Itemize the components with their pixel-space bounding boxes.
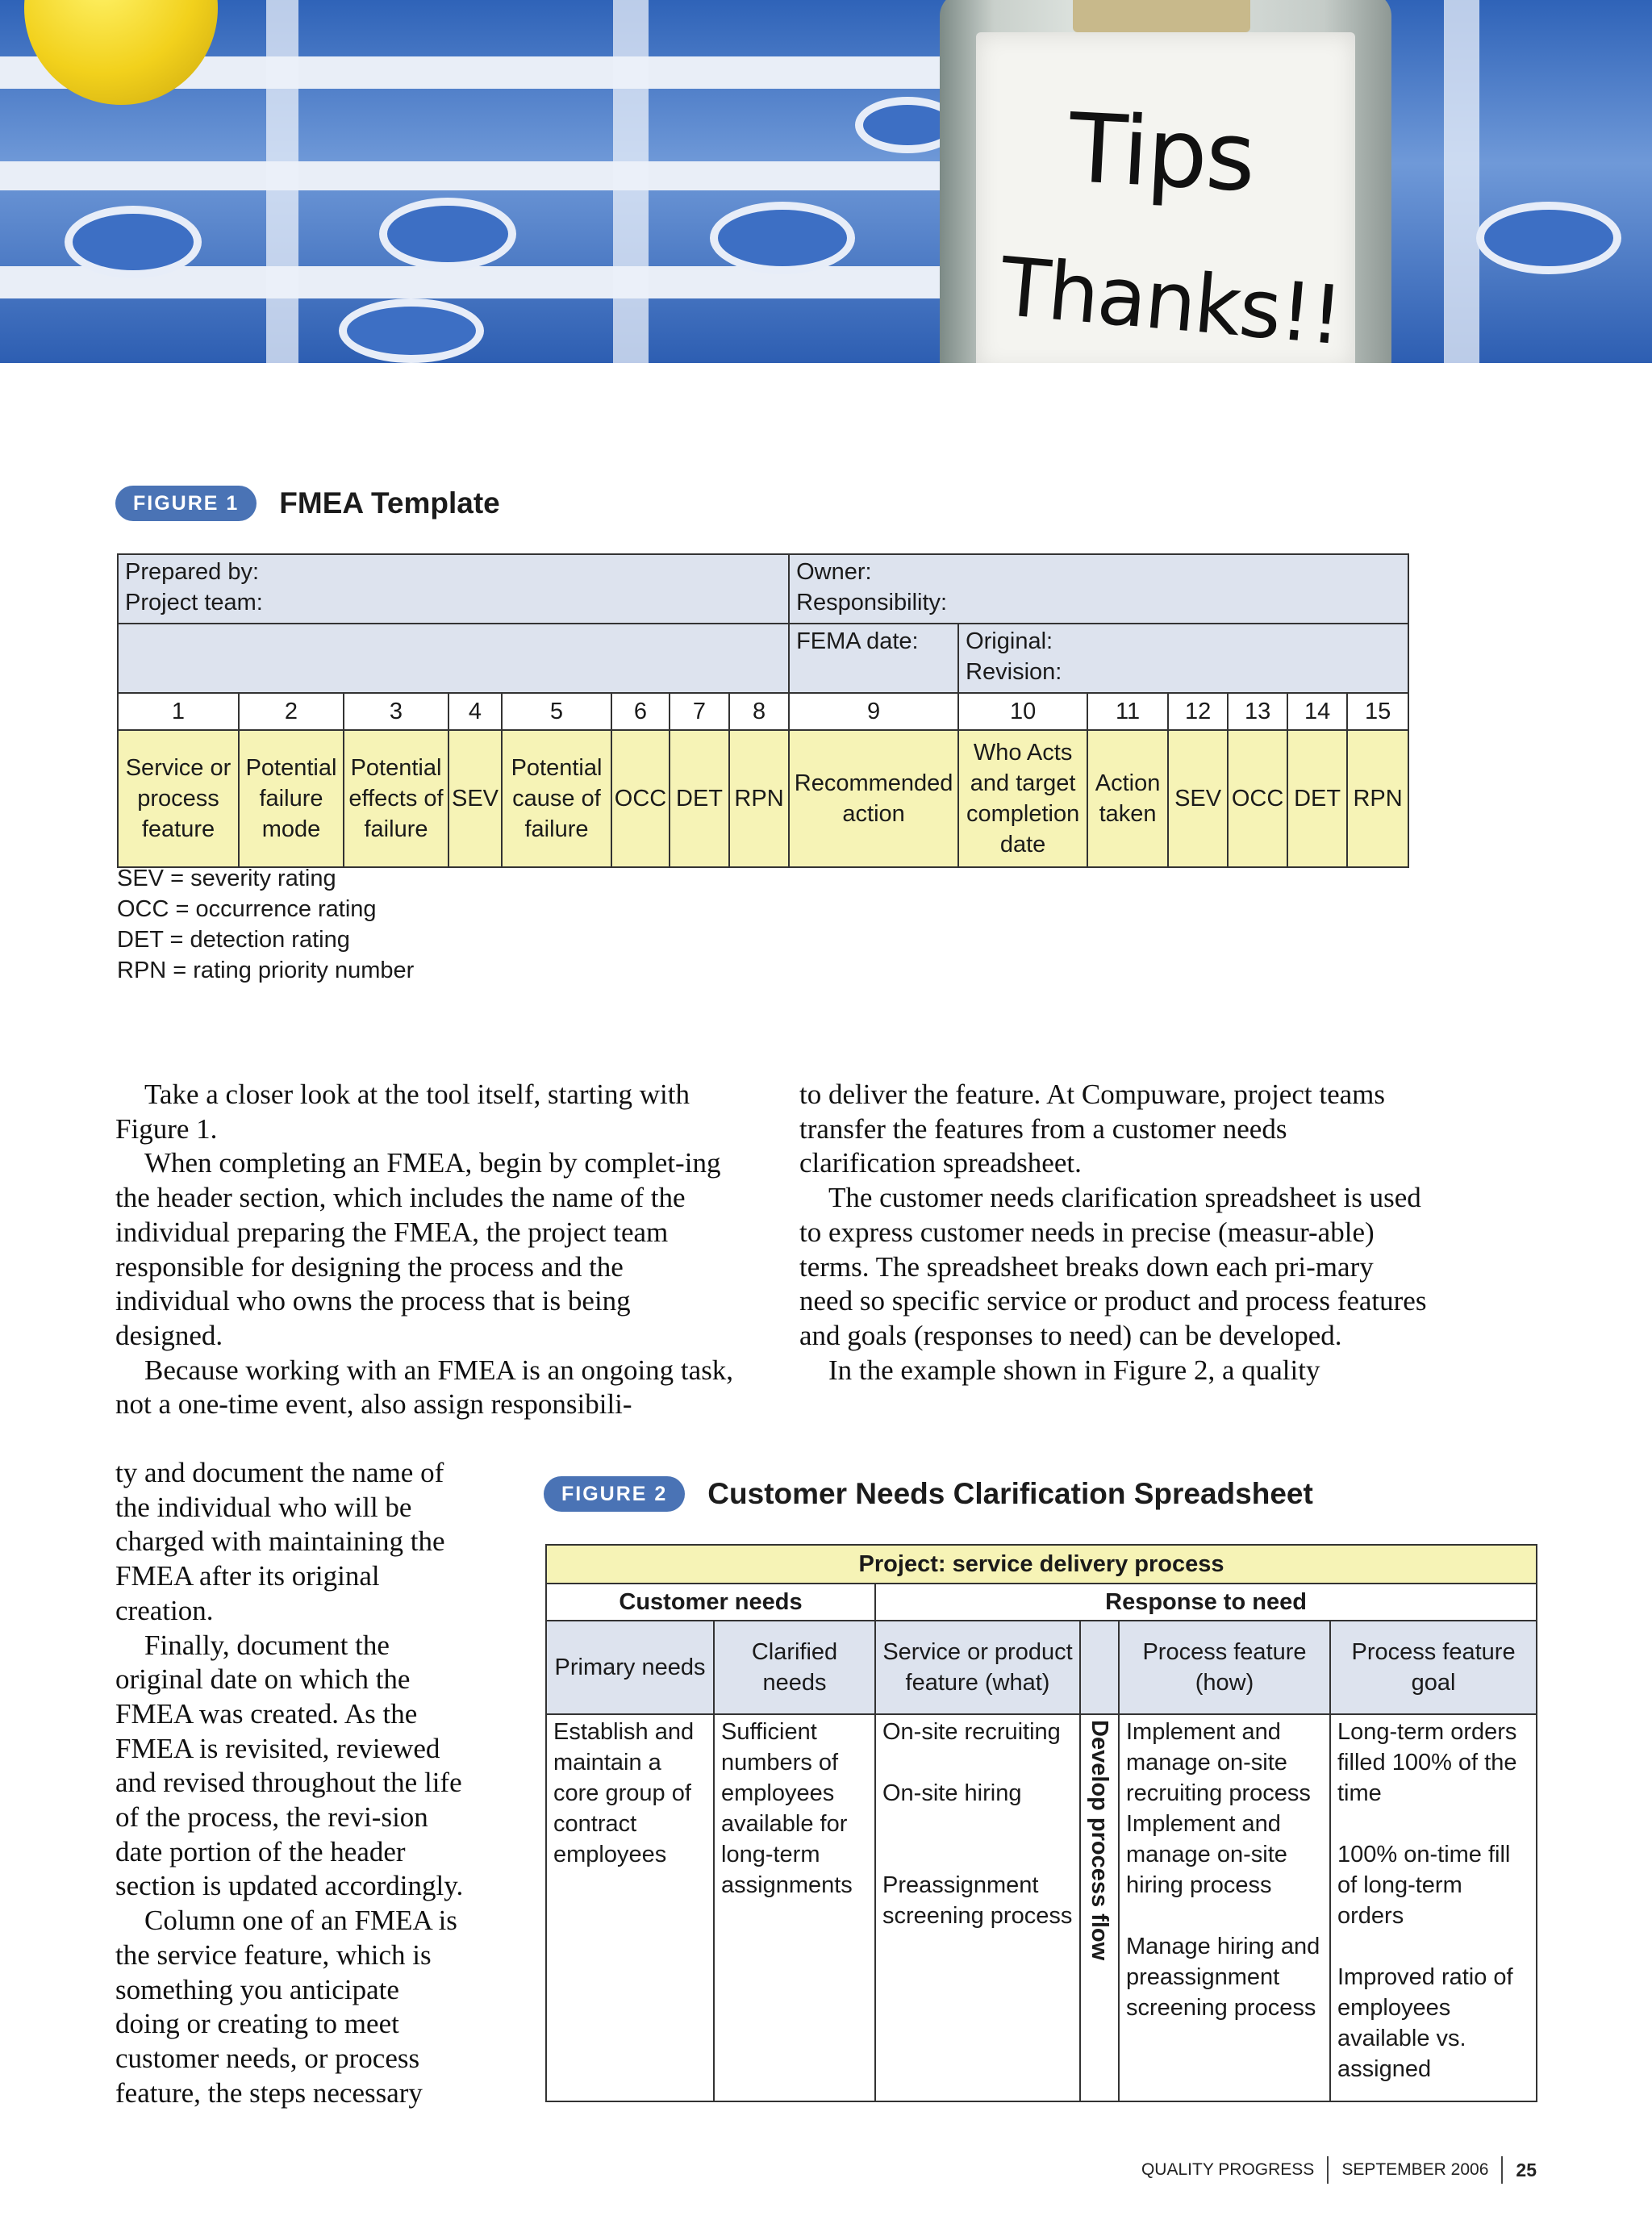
column-label: SEV — [1168, 730, 1228, 867]
paragraph: Because working with an FMEA is an ongoing task, not a one-time event, also assign responsibili- — [115, 1354, 734, 1421]
body-column-2 — [799, 1078, 1429, 1388]
tablecloth-motif — [339, 298, 484, 363]
process-feature-cell — [1119, 1714, 1330, 2101]
figure-2-header — [544, 1476, 1313, 1512]
column-number-row — [118, 693, 1408, 730]
column-header: Clarified needs — [714, 1621, 875, 1714]
project-title: Project: service delivery process — [546, 1545, 1537, 1584]
jar-label-text: Thanks!! — [996, 239, 1345, 363]
customer-needs-group: Customer needs — [546, 1584, 875, 1621]
issue-date: SEPTEMBER 2006 — [1341, 2160, 1489, 2179]
column-label: Potential effects of failure — [344, 730, 448, 867]
clarified-need-cell: Sufficient numbers of employees available for long-term assignments — [714, 1714, 875, 2101]
column-label: Service or process feature — [118, 730, 239, 867]
column-header: Process feature (how) — [1119, 1621, 1330, 1714]
tablecloth-stripe — [266, 0, 298, 363]
column-number: 5 — [502, 693, 611, 730]
paragraph: When completing an FMEA, begin by complet-ing the header section, which includes the name of the individual preparing the FMEA, the project team responsible for designing the process and the individual who owns the process that is being designed. — [115, 1147, 721, 1351]
responsibility-label: Responsibility: — [796, 590, 948, 616]
tablecloth-motif — [65, 206, 202, 278]
paragraph: The customer needs clarification spreadsheet is used to express customer needs in precise (measur-able) terms. The spreadsheet breaks down each pri-mary need so specific service or product and process features and goals (responses to need) can be developed. — [799, 1182, 1427, 1351]
process-feature: Implement and manage on-site recruiting process — [1126, 1719, 1311, 1806]
column-header: Process feature goal — [1330, 1621, 1537, 1714]
column-number: 8 — [729, 693, 789, 730]
figure-title: FMEA Template — [279, 486, 500, 520]
column-number: 6 — [611, 693, 670, 730]
header-photo — [0, 0, 1652, 363]
column-number: 12 — [1168, 693, 1228, 730]
fmea-header-right — [789, 554, 1408, 624]
tablecloth-motif — [710, 202, 855, 274]
jar-label-text: Tips — [1066, 92, 1258, 213]
primary-need-cell: Establish and maintain a core group of contract employees — [546, 1714, 714, 2101]
tablecloth-stripe — [613, 0, 649, 363]
column-number: 11 — [1087, 693, 1168, 730]
column-label: Who Acts and target completion date — [958, 730, 1087, 867]
fmea-header-left — [118, 554, 789, 624]
column-number: 2 — [239, 693, 344, 730]
fmea-date-cell — [958, 624, 1408, 693]
column-label: DET — [1287, 730, 1347, 867]
paragraph: In the example shown in Figure 2, a quality — [828, 1354, 1320, 1386]
fmea-header-blank — [118, 624, 789, 693]
column-label: Action taken — [1087, 730, 1168, 867]
figure-badge: FIGURE 1 — [115, 486, 257, 521]
customer-needs-table — [545, 1544, 1537, 2102]
original-label: Original: — [966, 628, 1053, 654]
footer-divider — [1501, 2156, 1503, 2184]
column-number: 9 — [789, 693, 958, 730]
fema-date-label: FEMA date: — [789, 624, 958, 693]
page-footer — [1141, 2156, 1537, 2184]
tablecloth-stripe — [1444, 0, 1479, 363]
develop-process-flow-cell — [1080, 1714, 1119, 2101]
revision-label: Revision: — [966, 659, 1062, 685]
body-column-1 — [115, 1078, 736, 1422]
legend-item: RPN = rating priority number — [117, 958, 415, 983]
service-feature: Preassignment screening process — [882, 1872, 1073, 1929]
paragraph: ty and document the name of the individual who will be charged with maintaining the FMEA after its original creation. — [115, 1457, 445, 1626]
column-label: OCC — [611, 730, 670, 867]
project-team-label: Project team: — [125, 590, 263, 616]
service-feature: On-site hiring — [882, 1780, 1022, 1806]
response-to-need-group: Response to need — [875, 1584, 1537, 1621]
column-number: 7 — [670, 693, 729, 730]
process-goal: Improved ratio of employees available vs. assigned — [1337, 1964, 1513, 2082]
paragraph: Take a closer look at the tool itself, starting with Figure 1. — [115, 1079, 690, 1145]
column-label: Potential cause of failure — [502, 730, 611, 867]
prepared-by-label: Prepared by: — [125, 559, 260, 585]
paragraph: Column one of an FMEA is the service feature, which is something you anticipate doing or creating to meet customer needs, or process feature, the steps necessary — [115, 1905, 457, 2109]
fmea-legend — [117, 863, 414, 986]
body-column-1-narrow — [115, 1456, 470, 2110]
column-number: 10 — [958, 693, 1087, 730]
paragraph: to deliver the feature. At Compuware, project teams transfer the features from a customer needs clarification spreadsheet. — [799, 1079, 1385, 1179]
process-feature: Manage hiring and preassignment screening process — [1126, 1934, 1320, 2021]
column-label: Potential failure mode — [239, 730, 344, 867]
service-feature-cell — [875, 1714, 1080, 2101]
column-label: Recommended action — [789, 730, 958, 867]
lemon-image — [24, 0, 218, 105]
figure-1-header — [115, 486, 500, 521]
figure-title: Customer Needs Clarification Spreadsheet — [707, 1477, 1313, 1510]
fmea-template-table — [117, 553, 1409, 868]
process-goal-cell — [1330, 1714, 1537, 2101]
money-image — [1073, 0, 1250, 32]
process-goal: 100% on-time fill of long-term orders — [1337, 1842, 1511, 1929]
page-number: 25 — [1516, 2159, 1537, 2180]
column-number: 1 — [118, 693, 239, 730]
legend-item: SEV = severity rating — [117, 866, 336, 891]
owner-label: Owner: — [796, 559, 872, 585]
figure-badge: FIGURE 2 — [544, 1476, 685, 1512]
tablecloth-motif — [379, 198, 516, 270]
service-feature: On-site recruiting — [882, 1719, 1061, 1745]
column-label: RPN — [729, 730, 789, 867]
column-header: Service or product feature (what) — [875, 1621, 1080, 1714]
column-label: RPN — [1347, 730, 1408, 867]
column-number: 14 — [1287, 693, 1347, 730]
column-label: OCC — [1228, 730, 1287, 867]
column-number: 15 — [1347, 693, 1408, 730]
column-number: 4 — [448, 693, 502, 730]
column-number: 13 — [1228, 693, 1287, 730]
column-header: Primary needs — [546, 1621, 714, 1714]
column-label-row — [118, 730, 1408, 867]
column-label: DET — [670, 730, 729, 867]
column-label: SEV — [448, 730, 502, 867]
process-goal: Long-term orders filled 100% of the time — [1337, 1719, 1517, 1806]
develop-process-flow-label: Develop process flow — [1087, 1720, 1112, 1961]
tablecloth-stripe — [0, 161, 968, 190]
column-header-blank — [1080, 1621, 1119, 1714]
magazine-name: QUALITY PROGRESS — [1141, 2160, 1315, 2179]
legend-item: OCC = occurrence rating — [117, 896, 377, 922]
footer-divider — [1327, 2156, 1329, 2184]
tablecloth-motif — [1476, 202, 1621, 274]
paragraph: Finally, document the original date on which the FMEA was created. As the FMEA is revisited, reviewed and revised throughout the life of the process, the revi-sion date portion of the header section is updated accordingly. — [115, 1629, 464, 1902]
column-number: 3 — [344, 693, 448, 730]
process-feature: Implement and manage on-site hiring process — [1126, 1811, 1287, 1898]
legend-item: DET = detection rating — [117, 927, 350, 953]
